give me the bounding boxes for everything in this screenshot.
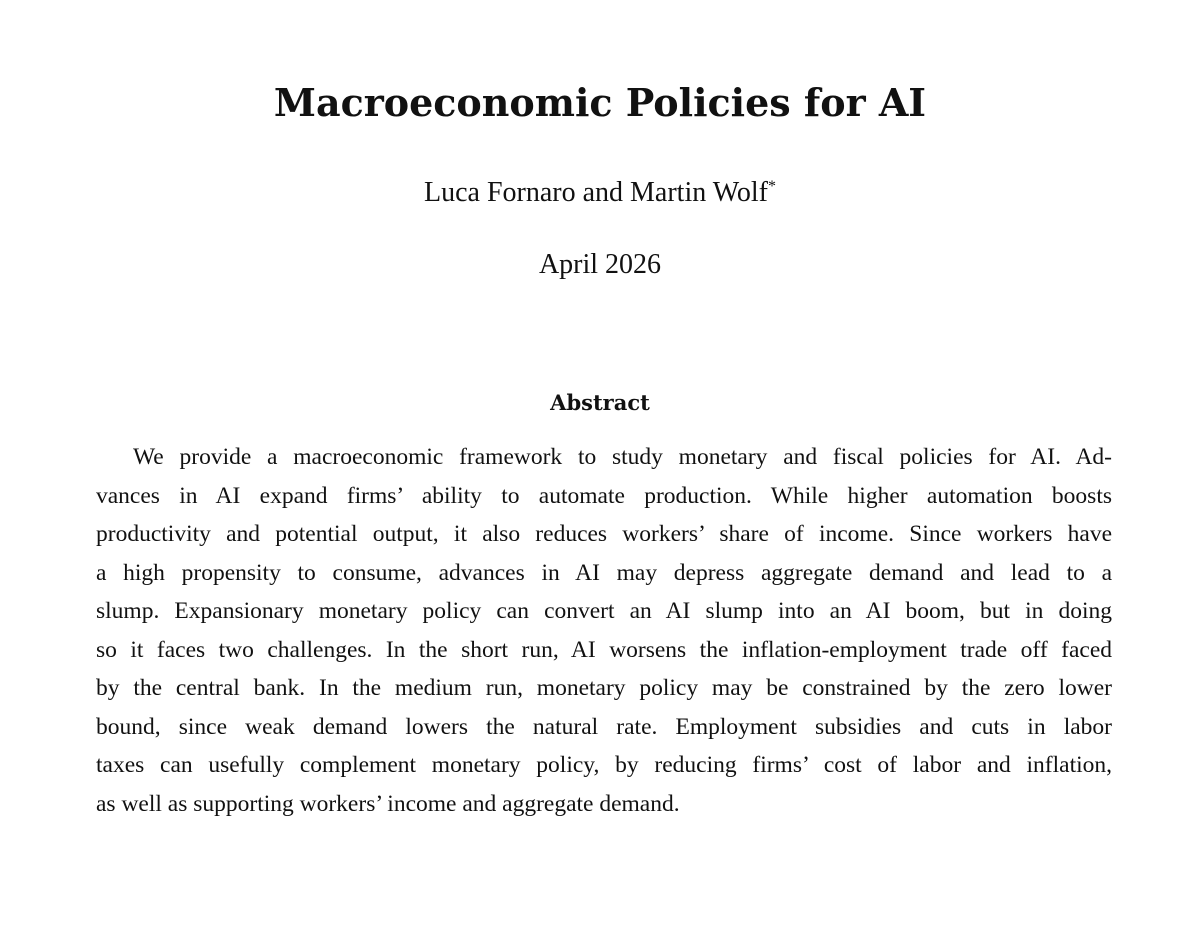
abstract-line: bound, since weak demand lowers the natural rate. Employment subsidies and cuts in labor — [96, 713, 1112, 740]
paper-title: Macroeconomic Policies for AI — [273, 80, 927, 125]
author-names: Luca Fornaro and Martin Wolf — [423, 177, 769, 208]
abstract-line: by the central bank. In the medium run, monetary policy may be constrained by the zero lower — [96, 675, 1112, 701]
abstract-body — [96, 438, 1112, 823]
abstract-line: vances in AI expand firms’ ability to automate production. While higher automation boosts — [96, 482, 1112, 509]
abstract-line: productivity and potential output, it also reduces workers’ share of income. Since workers have — [96, 521, 1112, 547]
abstract-line: taxes can usefully complement monetary policy, by reducing firms’ cost of labor and inflation, — [96, 752, 1112, 778]
abstract-line: slump. Expansionary monetary policy can convert an AI slump into an AI boom, but in doing — [96, 598, 1112, 624]
author-footnote-mark[interactable]: * — [768, 178, 777, 195]
abstract-line: so it faces two challenges. In the short run, AI worsens the inflation-employment trade off faced — [96, 636, 1112, 663]
abstract-line: We provide a macroeconomic framework to study monetary and fiscal policies for AI. Ad- — [133, 444, 1112, 470]
abstract-line: as well as supporting workers’ income and aggregate demand. — [96, 790, 680, 817]
paper-date: April 2026 — [538, 249, 662, 280]
paper-authors — [0, 173, 1200, 213]
abstract-heading: Abstract — [550, 390, 650, 415]
abstract-line: a high propensity to consume, advances in AI may depress aggregate demand and lead to a — [96, 559, 1112, 586]
